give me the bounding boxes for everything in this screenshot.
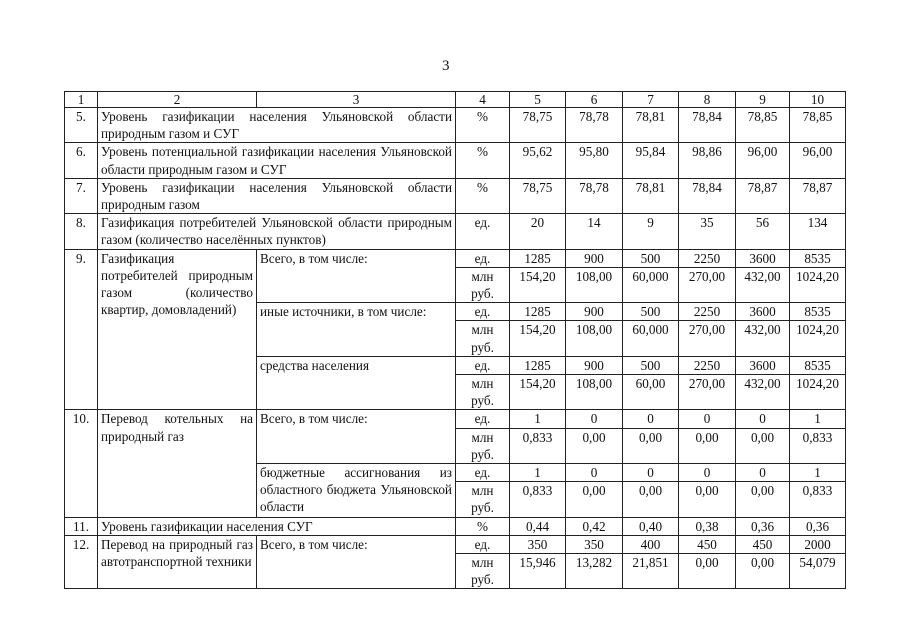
value-cell: 96,00 <box>736 143 790 178</box>
value-cell: 500 <box>623 303 679 321</box>
page-number: 3 <box>442 58 450 74</box>
value-cell: 2000 <box>790 535 846 553</box>
row-number: 12. <box>65 535 98 589</box>
value-cell: 0,44 <box>510 517 566 535</box>
value-cell: 0,00 <box>736 482 790 517</box>
value-cell: 3600 <box>736 356 790 374</box>
value-cell: 8535 <box>790 303 846 321</box>
value-cell: 78,75 <box>510 108 566 143</box>
value-cell: 108,00 <box>566 267 623 302</box>
value-cell: 20 <box>510 214 566 249</box>
value-cell: 95,62 <box>510 143 566 178</box>
unit-cell: млн руб. <box>456 482 510 517</box>
value-cell: 78,84 <box>679 108 736 143</box>
value-cell: 78,84 <box>679 178 736 213</box>
value-cell: 0 <box>623 410 679 428</box>
value-cell: 0,00 <box>623 428 679 463</box>
header-row <box>65 92 846 108</box>
value-cell: 2250 <box>679 303 736 321</box>
unit-cell: млн руб. <box>456 554 510 589</box>
value-cell: 1 <box>510 464 566 482</box>
row-number: 7. <box>65 178 98 213</box>
value-cell: 78,75 <box>510 178 566 213</box>
sub-label: бюджетные ассигнования из областного бюджета Ульяновской области <box>257 464 456 518</box>
value-cell: 0 <box>736 410 790 428</box>
value-cell: 432,00 <box>736 321 790 356</box>
table-row <box>65 517 846 535</box>
value-cell: 0 <box>679 464 736 482</box>
value-cell: 1 <box>790 410 846 428</box>
row-number: 6. <box>65 143 98 178</box>
indicator-name: Уровень газификации населения Ульяновской области природным газом и СУГ <box>98 108 456 143</box>
value-cell: 78,81 <box>623 108 679 143</box>
value-cell: 1024,20 <box>790 375 846 410</box>
value-cell: 54,079 <box>790 554 846 589</box>
header-cell: 10 <box>790 92 846 108</box>
value-cell: 0 <box>736 464 790 482</box>
sub-label: Всего, в том числе: <box>257 535 456 589</box>
sub-label: Всего, в том числе: <box>257 410 456 464</box>
value-cell: 15,946 <box>510 554 566 589</box>
value-cell: 0,40 <box>623 517 679 535</box>
value-cell: 0,00 <box>566 428 623 463</box>
row-number: 8. <box>65 214 98 249</box>
unit-cell: ед. <box>456 410 510 428</box>
value-cell: 96,00 <box>790 143 846 178</box>
value-cell: 60,000 <box>623 321 679 356</box>
value-cell: 0,36 <box>790 517 846 535</box>
value-cell: 0 <box>679 410 736 428</box>
value-cell: 56 <box>736 214 790 249</box>
row-number: 11. <box>65 517 98 535</box>
table-row <box>65 143 846 178</box>
value-cell: 21,851 <box>623 554 679 589</box>
value-cell: 78,81 <box>623 178 679 213</box>
value-cell: 900 <box>566 249 623 267</box>
value-cell: 78,78 <box>566 108 623 143</box>
sub-label: Всего, в том числе: <box>257 249 456 303</box>
value-cell: 350 <box>510 535 566 553</box>
value-cell: 2250 <box>679 249 736 267</box>
value-cell: 400 <box>623 535 679 553</box>
value-cell: 8535 <box>790 356 846 374</box>
value-cell: 0,00 <box>736 554 790 589</box>
value-cell: 134 <box>790 214 846 249</box>
value-cell: 1285 <box>510 303 566 321</box>
value-cell: 35 <box>679 214 736 249</box>
value-cell: 8535 <box>790 249 846 267</box>
row-number: 5. <box>65 108 98 143</box>
value-cell: 900 <box>566 356 623 374</box>
value-cell: 14 <box>566 214 623 249</box>
value-cell: 2250 <box>679 356 736 374</box>
value-cell: 1285 <box>510 356 566 374</box>
indicator-name: Перевод котельных на природный газ <box>98 410 257 517</box>
unit-cell: ед. <box>456 249 510 267</box>
value-cell: 60,000 <box>623 267 679 302</box>
unit-cell: млн руб. <box>456 267 510 302</box>
value-cell: 450 <box>736 535 790 553</box>
value-cell: 9 <box>623 214 679 249</box>
value-cell: 0,36 <box>736 517 790 535</box>
value-cell: 0 <box>566 410 623 428</box>
value-cell: 270,00 <box>679 321 736 356</box>
unit-cell: млн руб. <box>456 321 510 356</box>
value-cell: 500 <box>623 356 679 374</box>
value-cell: 1024,20 <box>790 321 846 356</box>
unit-cell: % <box>456 178 510 213</box>
value-cell: 0,00 <box>623 482 679 517</box>
unit-cell: млн руб. <box>456 375 510 410</box>
value-cell: 154,20 <box>510 321 566 356</box>
header-cell: 6 <box>566 92 623 108</box>
value-cell: 78,87 <box>736 178 790 213</box>
header-cell: 5 <box>510 92 566 108</box>
unit-cell: % <box>456 108 510 143</box>
value-cell: 432,00 <box>736 267 790 302</box>
table-row <box>65 108 846 143</box>
value-cell: 78,78 <box>566 178 623 213</box>
value-cell: 270,00 <box>679 267 736 302</box>
indicator-name: Уровень потенциальной газификации населения Ульяновской области природным газом и СУГ <box>98 143 456 178</box>
value-cell: 0,00 <box>566 482 623 517</box>
value-cell: 108,00 <box>566 375 623 410</box>
value-cell: 98,86 <box>679 143 736 178</box>
unit-cell: ед. <box>456 356 510 374</box>
unit-cell: % <box>456 517 510 535</box>
value-cell: 0,833 <box>510 482 566 517</box>
header-cell: 1 <box>65 92 98 108</box>
unit-cell: ед. <box>456 303 510 321</box>
unit-cell: ед. <box>456 214 510 249</box>
indicators-table <box>64 91 846 589</box>
table-row <box>65 178 846 213</box>
value-cell: 3600 <box>736 249 790 267</box>
value-cell: 432,00 <box>736 375 790 410</box>
value-cell: 78,85 <box>790 108 846 143</box>
unit-cell: млн руб. <box>456 428 510 463</box>
value-cell: 0,42 <box>566 517 623 535</box>
indicator-name: Перевод на природный газ автотранспортной техники <box>98 535 257 589</box>
sub-label: иные источники, в том числе: <box>257 303 456 357</box>
header-cell: 8 <box>679 92 736 108</box>
value-cell: 60,00 <box>623 375 679 410</box>
value-cell: 95,84 <box>623 143 679 178</box>
unit-cell: ед. <box>456 464 510 482</box>
value-cell: 0,00 <box>679 554 736 589</box>
header-cell: 4 <box>456 92 510 108</box>
table-row <box>65 214 846 249</box>
value-cell: 154,20 <box>510 375 566 410</box>
unit-cell: ед. <box>456 535 510 553</box>
table-row <box>65 410 846 428</box>
value-cell: 0 <box>566 464 623 482</box>
value-cell: 154,20 <box>510 267 566 302</box>
sub-label: средства населения <box>257 356 456 410</box>
value-cell: 0,833 <box>510 428 566 463</box>
value-cell: 0,833 <box>790 482 846 517</box>
value-cell: 270,00 <box>679 375 736 410</box>
value-cell: 108,00 <box>566 321 623 356</box>
value-cell: 350 <box>566 535 623 553</box>
value-cell: 78,85 <box>736 108 790 143</box>
value-cell: 1285 <box>510 249 566 267</box>
header-cell: 9 <box>736 92 790 108</box>
value-cell: 0,00 <box>679 428 736 463</box>
value-cell: 450 <box>679 535 736 553</box>
value-cell: 900 <box>566 303 623 321</box>
value-cell: 0,833 <box>790 428 846 463</box>
value-cell: 1 <box>790 464 846 482</box>
indicator-name: Газификация потребителей Ульяновской области природным газом (количество населённых пунктов) <box>98 214 456 249</box>
value-cell: 78,87 <box>790 178 846 213</box>
value-cell: 95,80 <box>566 143 623 178</box>
value-cell: 500 <box>623 249 679 267</box>
value-cell: 3600 <box>736 303 790 321</box>
table-row <box>65 535 846 553</box>
indicator-name: Газификация потребителей природным газом (количество квартир, домовладений) <box>98 249 257 410</box>
header-cell: 7 <box>623 92 679 108</box>
indicator-name: Уровень газификации населения Ульяновской области природным газом <box>98 178 456 213</box>
value-cell: 0,00 <box>679 482 736 517</box>
header-cell: 3 <box>257 92 456 108</box>
value-cell: 1024,20 <box>790 267 846 302</box>
row-number: 9. <box>65 249 98 410</box>
unit-cell: % <box>456 143 510 178</box>
value-cell: 0 <box>623 464 679 482</box>
value-cell: 0,38 <box>679 517 736 535</box>
value-cell: 1 <box>510 410 566 428</box>
row-number: 10. <box>65 410 98 517</box>
value-cell: 0,00 <box>736 428 790 463</box>
header-cell: 2 <box>98 92 257 108</box>
table-row <box>65 249 846 267</box>
value-cell: 13,282 <box>566 554 623 589</box>
indicator-name: Уровень газификации населения СУГ <box>98 517 456 535</box>
